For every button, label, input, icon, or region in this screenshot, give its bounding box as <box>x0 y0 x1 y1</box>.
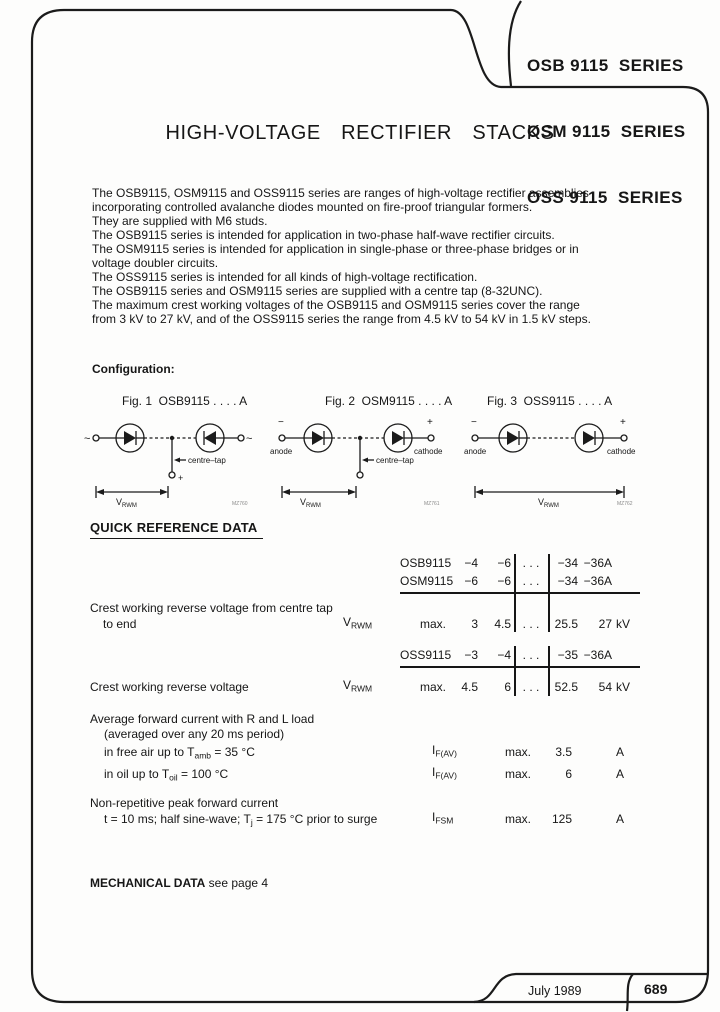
type-name: OSS9115 <box>400 648 452 662</box>
ac-right-label: ~ <box>246 433 253 445</box>
cathode-label: cathode <box>607 447 636 456</box>
type-value: −36A <box>583 648 612 662</box>
row-label: Crest working reverse voltage <box>90 680 249 694</box>
type-name: OSB9115 <box>400 556 452 570</box>
mechanical-data-ref: see page 4 <box>205 876 269 890</box>
qrd-heading-wrap <box>90 521 263 539</box>
value: 3.5 <box>555 745 572 759</box>
types-underline <box>400 592 640 594</box>
cathode-label: cathode <box>414 447 443 456</box>
intro-line: They are supplied with M6 studs. <box>92 214 268 228</box>
symbol-vrwm: $V_{RWM}$ <box>343 678 373 694</box>
unit: A <box>616 812 625 826</box>
symbol-ifsm: $I_{FSM}$ <box>432 810 454 826</box>
series-line-osm: OSM 9115 SERIES <box>527 122 686 141</box>
intro-line: voltage doubler circuits. <box>92 256 219 270</box>
intro-line: from 3 kV to 27 kV, and of the OSS9115 series the range from 4.5 kV to 54 kV in 1.5 kV steps. <box>92 312 591 326</box>
value: 3 <box>471 617 478 631</box>
anode-label: anode <box>270 447 293 456</box>
fig1-code: MZ760 <box>232 501 248 507</box>
value: 6 <box>504 680 511 694</box>
configuration-label: Configuration: <box>92 362 175 376</box>
vrwm-label: VRWM <box>538 497 559 507</box>
symbol-vrwm: $V_{RWM}$ <box>343 615 373 631</box>
vrwm-label: VRWM <box>116 497 137 507</box>
type-value: −36A <box>583 556 612 570</box>
intro-line: The OSB9115, OSM9115 and OSS9115 series are ranges of high-voltage rectifier assemblies <box>92 186 589 200</box>
fig2-diagram <box>270 412 460 507</box>
type-ellipsis: . . . <box>522 648 540 662</box>
plus-label: + <box>178 473 184 483</box>
centre-tap-label: centre–tap <box>188 456 226 465</box>
type-ellipsis: . . . <box>522 574 540 588</box>
page-title: HIGH-VOLTAGE RECTIFIER STACKS <box>165 122 555 144</box>
type-value: −6 <box>497 556 511 570</box>
qrd-heading: QUICK REFERENCE DATA <box>90 521 263 539</box>
row-subheading: (averaged over any 20 ms period) <box>104 727 285 741</box>
centre-tap-label: centre–tap <box>376 456 414 465</box>
row-heading: Average forward current with R and L load <box>90 712 315 726</box>
fig3-wires <box>472 424 627 498</box>
value: 25.5 <box>554 617 578 631</box>
border-footer-line <box>474 974 708 1002</box>
row-label: in oil up to $T_{oil} = 100$ °C <box>104 767 229 783</box>
value: 52.5 <box>554 680 578 694</box>
symbol-ifav: $I_{F(AV)}$ <box>432 765 457 781</box>
intro-line: The maximum crest working voltages of the OSB9115 and OSM9115 series cover the range <box>92 298 580 312</box>
anode-label: anode <box>464 447 487 456</box>
minus-label: − <box>278 417 284 428</box>
type-value: −4 <box>497 648 511 662</box>
unit: A <box>616 745 625 759</box>
fig2-caption: Fig. 2 OSM9115 . . . . A <box>325 394 453 408</box>
value-ellipsis: . . . <box>522 680 540 694</box>
fig1-caption: Fig. 1 OSB9115 . . . . A <box>122 394 248 408</box>
condition: max. <box>505 812 532 826</box>
plus-label: + <box>427 417 433 428</box>
row-label: t = 10 ms; half sine-wave; $T_j = 175$ °C prior to surge <box>104 812 378 828</box>
row-label: to end <box>103 617 137 631</box>
intro-line: The OSS9115 series is intended for all kinds of high-voltage rectification. <box>92 270 478 284</box>
unit: A <box>616 767 625 781</box>
border-tab-left-curve <box>509 1 521 86</box>
minus-label: − <box>471 417 477 428</box>
type-value: −3 <box>464 648 478 662</box>
value: 125 <box>551 812 572 826</box>
type-value: −4 <box>464 556 478 570</box>
intro-line: The OSB9115 series and OSM9115 series are supplied with a centre tap (8-32UNC). <box>92 284 543 298</box>
fig1-diagram <box>84 412 269 507</box>
intro-line: The OSM9115 series is intended for application in single-phase or three-phase bridges or in <box>92 242 579 256</box>
value-ellipsis: . . . <box>522 617 540 631</box>
series-line-osb: OSB 9115 SERIES <box>527 56 684 75</box>
footer-date: July 1989 <box>528 984 582 998</box>
fig2-code: MZ761 <box>424 501 440 507</box>
type-value: −6 <box>464 574 478 588</box>
fig3-caption: Fig. 3 OSS9115 . . . . A <box>487 394 613 408</box>
fig3-diagram <box>463 412 653 507</box>
series-line-oss: OSS 9115 SERIES <box>527 188 683 207</box>
value: 4.5 <box>494 617 511 631</box>
value: 54 <box>598 680 612 694</box>
condition: max. <box>420 617 447 631</box>
value: 6 <box>565 767 572 781</box>
intro-line: incorporating controlled avalanche diodes mounted on fire-proof triangular formers. <box>92 200 533 214</box>
value: 4.5 <box>461 680 478 694</box>
intro-line: The OSB9115 series is intended for application in two-phase half-wave rectifier circuits. <box>92 228 555 242</box>
type-name: OSM9115 <box>400 574 454 588</box>
row-label: in free air up to $T_{amb} = 35$ °C <box>104 745 255 761</box>
type-value: −6 <box>497 574 511 588</box>
type-value: −34 <box>557 574 578 588</box>
unit: kV <box>616 680 631 694</box>
intro-paragraph <box>92 186 667 326</box>
fig3-code: MZ762 <box>617 501 633 507</box>
vrwm-label: VRWM <box>300 497 321 507</box>
footer-page-number: 689 <box>644 981 668 997</box>
ac-left-label: ~ <box>84 433 91 445</box>
condition: max. <box>505 767 532 781</box>
unit: kV <box>616 617 631 631</box>
plus-label: + <box>620 417 626 428</box>
row-heading: Non-repetitive peak forward current <box>90 796 279 810</box>
fig3-diode-symbols <box>475 431 624 495</box>
border-footer-divider <box>627 974 633 1011</box>
condition: max. <box>420 680 447 694</box>
symbol-ifav: $I_{F(AV)}$ <box>432 743 457 759</box>
value: 27 <box>598 617 612 631</box>
type-value: −35 <box>557 648 578 662</box>
type-value: −34 <box>557 556 578 570</box>
type-value: −36A <box>583 574 612 588</box>
mechanical-data-line <box>90 876 268 890</box>
row-label: Crest working reverse voltage from centre tap <box>90 601 333 615</box>
mechanical-data-label: MECHANICAL DATA <box>90 876 206 890</box>
type-ellipsis: . . . <box>522 556 540 570</box>
condition: max. <box>505 745 532 759</box>
types-underline <box>400 666 640 668</box>
